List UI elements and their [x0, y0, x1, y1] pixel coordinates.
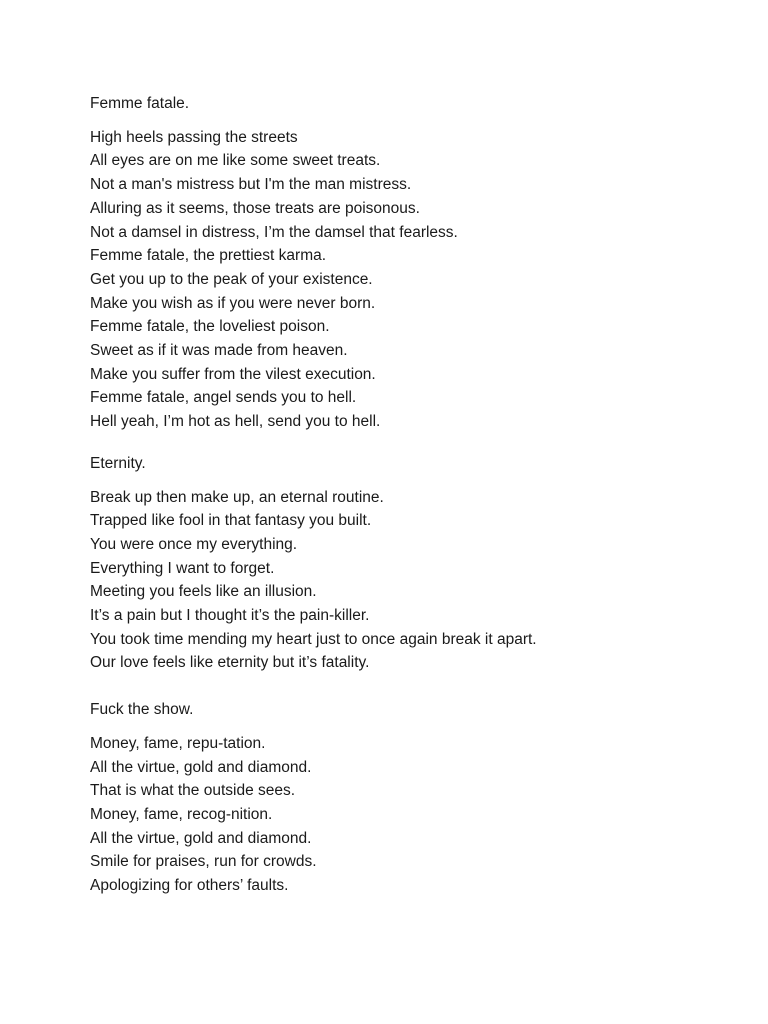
- poem-line: Smile for praises, run for crowds.: [90, 853, 317, 871]
- poem-line: Get you up to the peak of your existence.: [90, 270, 373, 288]
- poem-line: High heels passing the streets: [90, 128, 298, 146]
- poem-line: Trapped like fool in that fantasy you built.: [90, 512, 372, 530]
- poem-line: Everything I want to forget.: [90, 559, 275, 577]
- poem-line: Break up then make up, an eternal routine.: [90, 488, 384, 506]
- poem-line: Apologizing for others’ faults.: [90, 877, 289, 895]
- poem-femme-fatale: [90, 92, 730, 434]
- poem-line: All the virtue, gold and diamond.: [90, 829, 312, 847]
- poem-title: Eternity.: [90, 454, 146, 472]
- poem-line: Femme fatale, angel sends you to hell.: [90, 389, 357, 407]
- poem-line: Make you wish as if you were never born.: [90, 294, 376, 312]
- poem-line: Money, fame, repu-tation.: [90, 734, 266, 752]
- poem-title: Fuck the show.: [90, 701, 194, 719]
- poem-line: Femme fatale, the prettiest karma.: [90, 247, 327, 265]
- poem-line: All eyes are on me like some sweet treats.: [90, 152, 381, 170]
- poem-line: Femme fatale, the loveliest poison.: [90, 318, 330, 336]
- poem-line: Make you suffer from the vilest execution.: [90, 365, 376, 383]
- poem-line: Not a damsel in distress, I’m the damsel that fearless.: [90, 223, 458, 241]
- poem-line: Alluring as it seems, those treats are poisonous.: [90, 199, 420, 217]
- poem-line: That is what the outside sees.: [90, 782, 296, 800]
- poem-line: Our love feels like eternity but it’s fatality.: [90, 654, 370, 672]
- poem-line: Sweet as if it was made from heaven.: [90, 342, 348, 360]
- poem-line: Not a man's mistress but I'm the man mistress.: [90, 176, 412, 194]
- poem-line: It’s a pain but I thought it’s the pain-killer.: [90, 607, 370, 625]
- poem-line: All the virtue, gold and diamond.: [90, 758, 312, 776]
- document-page: [90, 92, 730, 898]
- poem-line: You took time mending my heart just to once again break it apart.: [90, 630, 537, 648]
- poem-line: Hell yeah, I’m hot as hell, send you to hell.: [90, 413, 381, 431]
- poem-line: You were once my everything.: [90, 535, 298, 553]
- poem-eternity: [90, 452, 730, 675]
- poem-line: Money, fame, recog-nition.: [90, 805, 273, 823]
- poem-title: Femme fatale.: [90, 95, 190, 112]
- poem-line: Meeting you feels like an illusion.: [90, 583, 317, 601]
- poem-fuck-the-show: [90, 698, 730, 898]
